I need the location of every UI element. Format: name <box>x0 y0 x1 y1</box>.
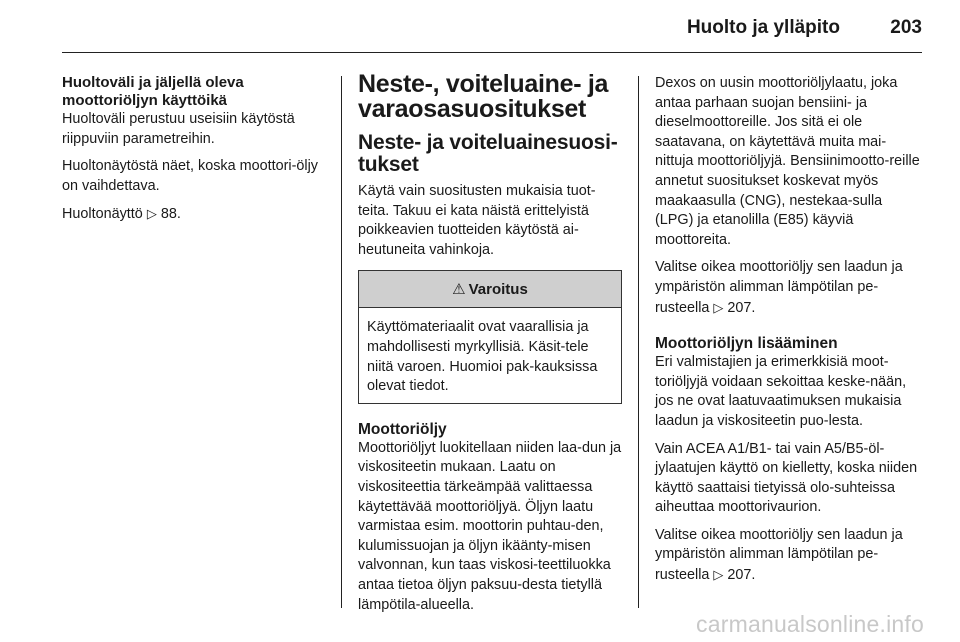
reference-page: 207. <box>727 567 756 584</box>
warning-text: Käyttömateriaalit ovat vaarallisia ja mahdollisesti myrkyllisiä. Käsit-tele niitä varoen. Huomioi pak-kauksissa olevat tiedot. <box>367 319 598 395</box>
paragraph: Moottoriöljyt luokitellaan niiden laa-dun ja viskositeetin mukaan. Laatu on viskositeettia tärkeämpää valittaessa käytettävää moottoriöljyä. Öljyn laatu varmistaa esim. moottorin puhtau-den, kulumissuojan ja öljyn ikäänty-misen valvonnan, kun taas viskosi-teettiluokka antaa tietoa öljyn paksuu-desta tietyllä lämpötila-alueella. <box>358 439 622 613</box>
reference-text: Valitse oikea moottoriöljy sen laadun ja ympäristön alimman lämpötilan pe-rusteella <box>655 259 903 316</box>
page-reference-arrow-icon: ▷ <box>146 206 157 222</box>
warning-triangle-icon: ⚠ <box>452 280 466 298</box>
page-header <box>62 14 922 53</box>
paragraph-with-reference <box>655 258 921 318</box>
page-reference-arrow-icon: ▷ <box>713 567 724 583</box>
paragraph: Eri valmistajien ja erimerkkisiä moot-toriöljyjä voidaan sekoittaa keske-nään, jos ne ovat laatuvaatimuksen mukaisia laadun ja viskositeetin puo-lesta. <box>655 354 907 429</box>
header-title: Huolto ja ylläpito <box>686 17 840 38</box>
watermark: carmanualsonline.info <box>696 611 924 637</box>
column-right <box>655 74 921 594</box>
reference-text: Huoltonäyttö <box>62 206 143 223</box>
reference-page: 207. <box>727 299 756 316</box>
reference-text: Valitse oikea moottoriöljy sen laadun ja ympäristön alimman lämpötilan pe-rusteella <box>655 526 903 584</box>
paragraph-with-reference <box>62 204 324 225</box>
paragraph: Käytä vain suositusten mukaisia tuot-teita. Takuu ei kata näistä erittelyistä poikkeavien tuotteiden käytöstä ai-heutuneita vahinkoja. <box>358 183 596 258</box>
section-heading-service-interval: Huoltoväli ja jäljellä oleva moottoriöljyn käyttöikä <box>62 74 244 109</box>
warning-header <box>359 271 621 308</box>
subsection-heading: Neste- ja voiteluainesuosi-tukset <box>358 131 618 176</box>
column-divider <box>341 76 342 608</box>
section-heading-engine-oil: Moottoriöljy <box>358 420 447 438</box>
paragraph: Vain ACEA A1/B1- tai vain A5/B5-öl-jylaatujen käyttö on kielletty, koska niiden käyttö saattaisi tietyissä olo-suhteissa aiheuttaa moottorivaurion. <box>655 440 918 516</box>
column-divider <box>638 76 639 608</box>
column-left <box>62 74 324 233</box>
paragraph-with-reference <box>655 526 921 586</box>
paragraph: Huoltonäytöstä näet, koska moottori-öljy on vaihdettava. <box>62 158 318 194</box>
page-number: 203 <box>890 17 922 38</box>
warning-title: Varoitus <box>468 280 528 298</box>
column-middle <box>358 72 622 623</box>
warning-box <box>358 270 622 403</box>
chapter-heading: Neste-, voiteluaine- ja varaosasuositukset <box>358 70 609 123</box>
reference-page: 88. <box>160 206 181 223</box>
section-heading-adding-oil: Moottoriöljyn lisääminen <box>655 335 838 353</box>
paragraph: Huoltoväli perustuu useisiin käytöstä riippuviin parametreihin. <box>62 111 295 147</box>
paragraph: Dexos on uusin moottoriöljylaatu, joka antaa parhaan suojan bensiini- ja dieselmoottoreille. Jos sitä ei ole saatavana, on käytettävä muita mai-nittuja moottoriöljyjä. Bensiinimootto-reille annetut suositukset koskevat myös maakaasulla (CNG), nestekaa-sulla (LPG) ja etanolilla (E85) käyviä moottoreita. <box>655 75 920 248</box>
page-reference-arrow-icon: ▷ <box>713 299 724 315</box>
